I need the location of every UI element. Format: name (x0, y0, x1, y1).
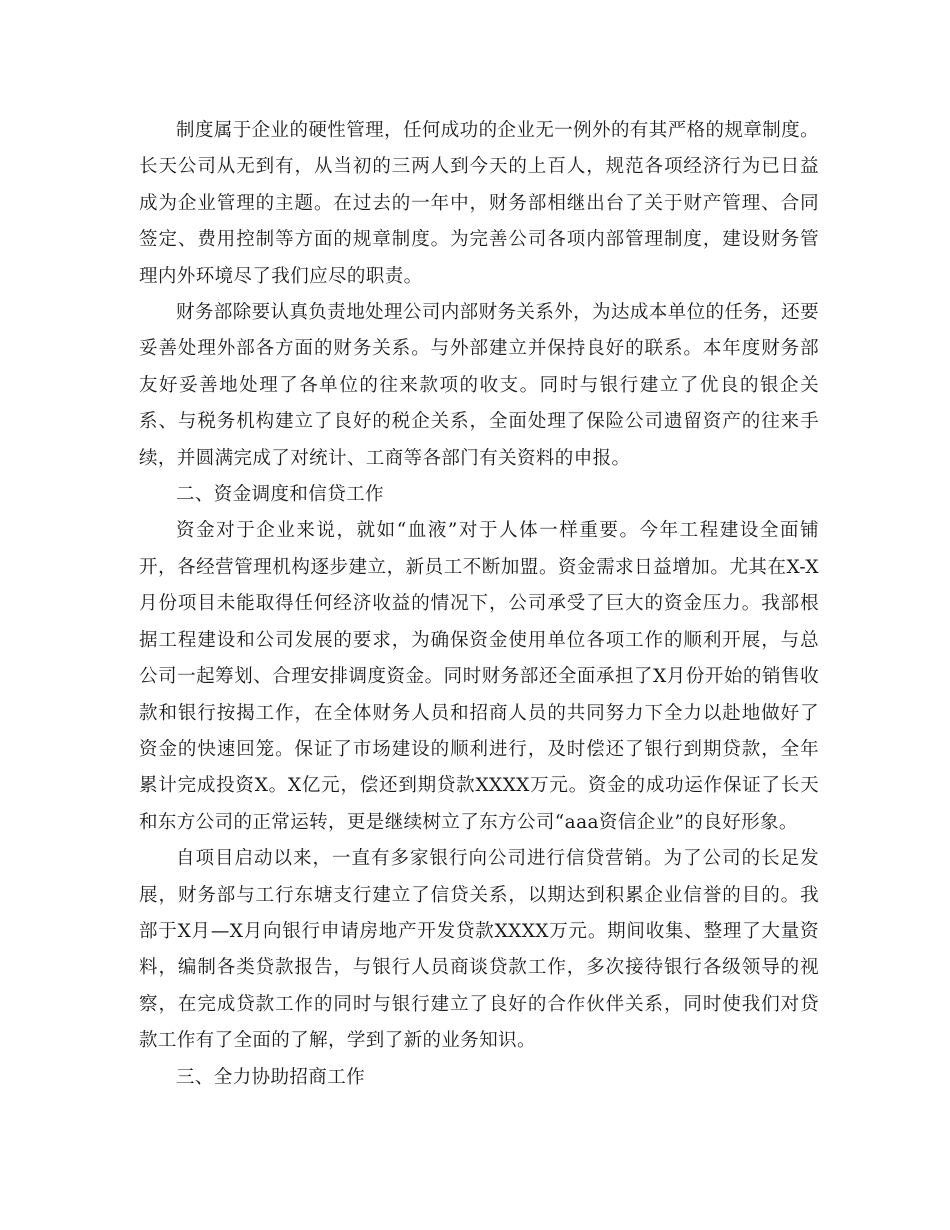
document-body (139, 113, 819, 1096)
paragraph-funds-scheduling: 资金对于企业来说，就如“血液”对于人体一样重要。今年工程建设全面铺开，各经营管理机构逐步建立，新员工不断加盟。资金需求日益增加。尤其在X-X月份项目未能取得任何经济收益的情况下，公司承受了巨大的资金压力。我部根据工程建设和公司发展的要求，为确保资金使用单位各项工作的顺利开展，与总公司一起筹划、合理安排调度资金。同时财务部还全面承担了X月份开始的销售收款和银行按揭工作，在全体财务人员和招商人员的共同努力下全力以赴地做好了资金的快速回笼。保证了市场建设的顺利进行，及时偿还了银行到期贷款，全年累计完成投资X。X亿元，偿还到期贷款XXXX万元。资金的成功运作保证了长天和东方公司的正常运转，更是继续树立了东方公司“aaa资信企业”的良好形象。 (139, 520, 819, 833)
paragraph-credit-work: 自项目启动以来，一直有多家银行向公司进行信贷营销。为了公司的长足发展，财务部与工行东塘支行建立了信贷关系，以期达到积累企业信誉的目的。我部于X月—X月向银行申请房地产开发贷款XXXX万元。期间收集、整理了大量资料，编制各类贷款报告，与银行人员商谈贷款工作，多次接待银行各级领导的视察，在完成贷款工作的同时与银行建立了良好的合作伙伴关系，同时使我们对贷款工作有了全面的了解，学到了新的业务知识。 (139, 848, 819, 1052)
paragraph-rules-and-regulations: 制度属于企业的硬性管理，任何成功的企业无一例外的有其严格的规章制度。长天公司从无到有，从当初的三两人到今天的上百人，规范各项经济行为已日益成为企业管理的主题。在过去的一年中，财务部相继出台了关于财产管理、合同签定、费用控制等方面的规章制度。为完善公司各项内部管理制度，建设财务管理内外环境尽了我们应尽的职责。 (139, 120, 819, 287)
section-heading-funding: 二、资金调度和信贷工作 (176, 484, 384, 506)
section-heading-investment-promotion: 三、全力协助招商工作 (176, 1066, 366, 1088)
paragraph-external-relations: 财务部除要认真负责地处理公司内部财务关系外，为达成本单位的任务，还要妥善处理外部各方面的财务关系。与外部建立并保持良好的联系。本年度财务部友好妥善地处理了各单位的往来款项的收支。同时与银行建立了优良的银企关系、与税务机构建立了良好的税企关系，全面处理了保险公司遗留资产的往来手续，并圆满完成了对统计、工商等各部门有关资料的申报。 (139, 302, 819, 469)
